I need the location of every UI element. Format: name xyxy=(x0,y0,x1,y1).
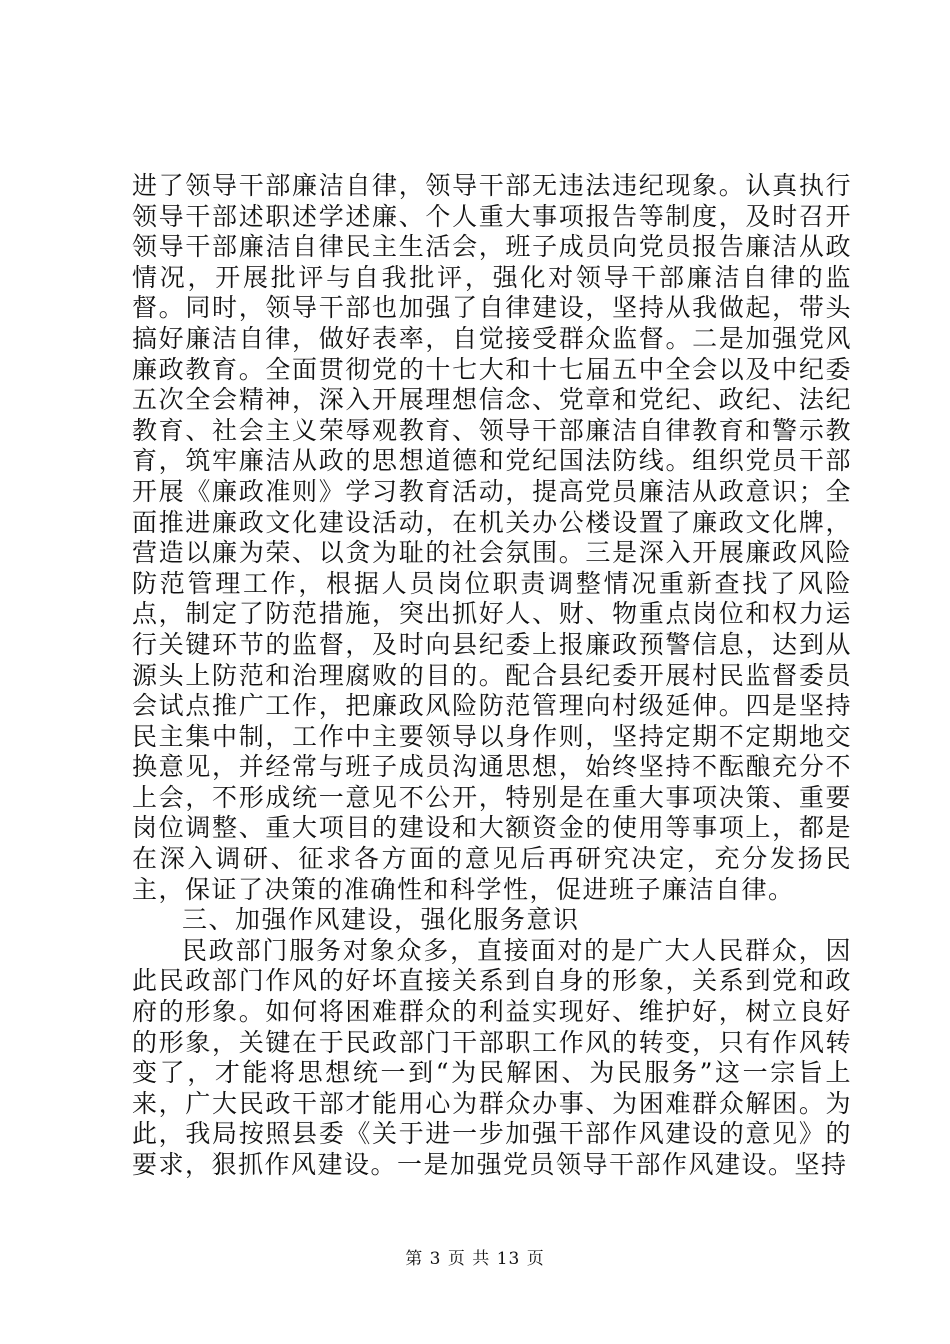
paragraph-anti-corruption-continued: 进了领导干部廉洁自律，领导干部无违法违纪现象。认真执行领导干部述职述学述廉、个人重大事项报告等制度，及时召开领导干部廉洁自律民主生活会，班子成员向党员报告廉洁从政情况，开展批评与自我批评，强化对领导干部廉洁自律的监督。同时，领导干部也加强了自律建设，坚持从我做起，带头搞好廉洁自律，做好表率，自觉接受群众监督。二是加强党风廉政教育。全面贯彻党的十七大和十七届五中全会以及中纪委五次全会精神，深入开展理想信念、党章和党纪、政纪、法纪教育、社会主义荣辱观教育、领导干部廉洁自律教育和警示教育，筑牢廉洁从政的思想道德和党纪国法防线。组织党员干部开展《廉政准则》学习教育活动，提高党员廉洁从政意识；全面推进廉政文化建设活动，在机关办公楼设置了廉政文化牌，营造以廉为荣、以贪为耻的社会氛围。三是深入开展廉政风险防范管理工作，根据人员岗位职责调整情况重新查找了风险点，制定了防范措施，突出抓好人、财、物重点岗位和权力运行关键环节的监督，及时向县纪委上报廉政预警信息，达到从源头上防范和治理腐败的目的。配合县纪委开展村民监督委员会试点推广工作，把廉政风险防范管理向村级延伸。四是坚持民主集中制，工作中主要领导以身作则，坚持定期不定期地交换意见，并经常与班子成员沟通思想，始终坚持不酝酿充分不上会，不形成统一意见不公开，特别是在重大事项决策、重要岗位调整、重大项目的建设和大额资金的使用等事项上，都是在深入调研、征求各方面的意见后再研究决定，充分发扬民主，保证了决策的准确性和科学性，促进班子廉洁自律。 xyxy=(132,171,852,904)
paragraph-work-style: 民政部门服务对象众多，直接面对的是广大人民群众，因此民政部门作风的好坏直接关系到自身的形象，关系到党和政府的形象。如何将困难群众的利益实现好、维护好，树立良好的形象，关键在于民政部门干部职工作风的转变，只有作风转变了，才能将思想统一到“为民解困、为民服务”这一宗旨上来，广大民政干部才能用心为群众办事、为困难群众解困。为此，我局按照县委《关于进一步加强干部作风建设的意见》的要求，狠抓作风建设。一是加强党员领导干部作风建设。坚持 xyxy=(132,935,852,1179)
page-number-footer: 第 3 页 共 13 页 xyxy=(405,1249,545,1269)
document-body xyxy=(132,171,852,1181)
section-heading-work-style: 三、加强作风建设，强化服务意识 xyxy=(182,905,580,935)
